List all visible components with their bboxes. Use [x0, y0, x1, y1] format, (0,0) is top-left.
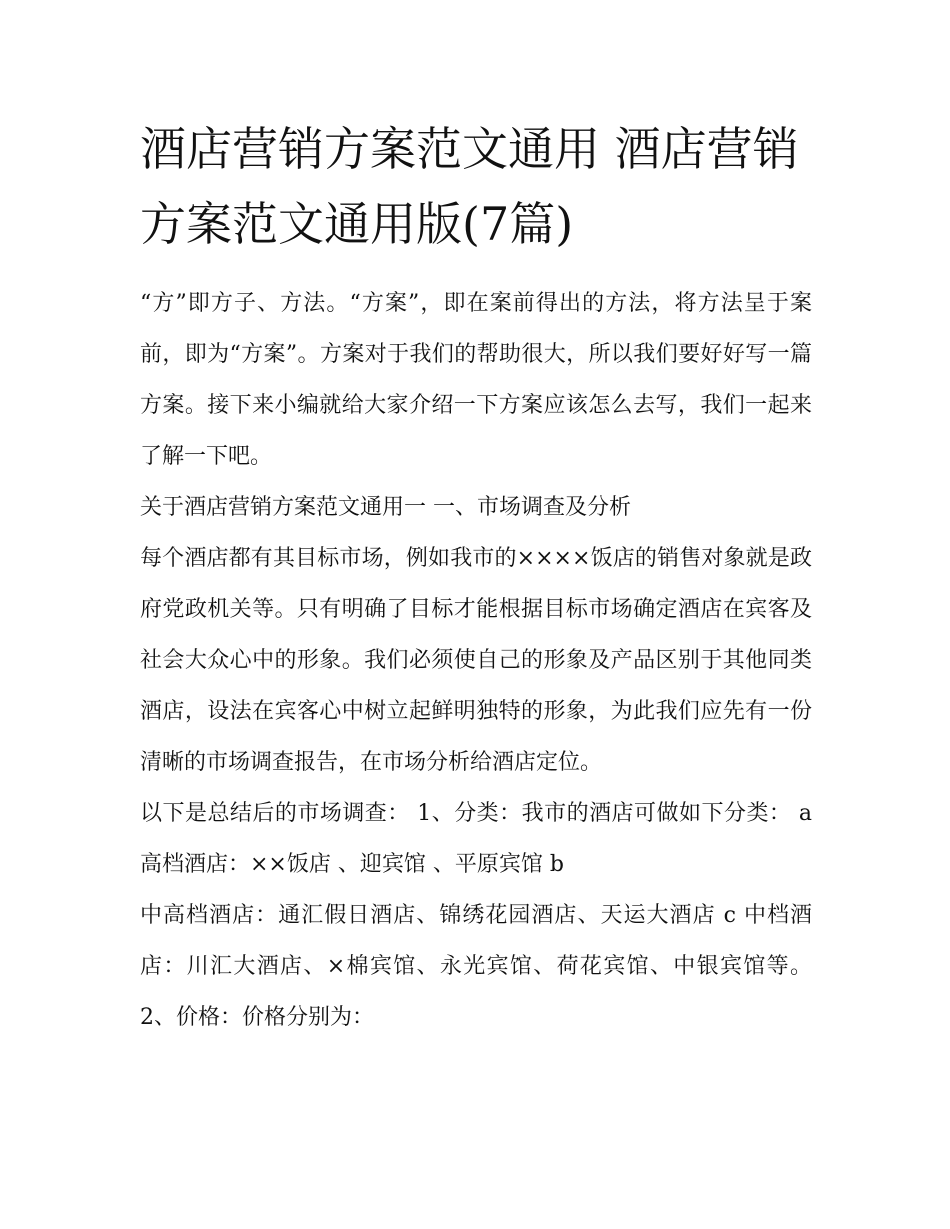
document-title: 酒店营销方案范文通用 酒店营销方案范文通用版(7篇): [140, 122, 799, 251]
section-heading: 关于酒店营销方案范文通用一 一、市场调查及分析: [140, 495, 631, 520]
market-analysis-paragraph: 每个酒店都有其目标市场，例如我市的××××饭店的销售对象就是政府党政机关等。只有明确了目标才能根据目标市场确定酒店在宾客及社会大众心中的形象。我们必须使自己的形象及产品区别于其他同类酒店，设法在宾客心中树立起鲜明独特的形象，为此我们应先有一份清晰的市场调查报告，在市场分析给酒店定位。: [140, 546, 812, 775]
document-body: [140, 112, 812, 1043]
hotel-categories-paragraph: 中高档酒店：通汇假日酒店、锦绣花园酒店、天运大酒店 c 中档酒店：川汇大酒店、×棉宾馆、永光宾馆、荷花宾馆、中银宾馆等。 2、价格：价格分别为：: [140, 903, 812, 1030]
market-survey-paragraph: 以下是总结后的市场调查： 1、分类：我市的酒店可做如下分类： a 高档酒店：××饭店 、迎宾馆 、平原宾馆 b: [140, 801, 812, 877]
intro-paragraph: “方”即方子、方法。“方案”，即在案前得出的方法，将方法呈于案前，即为“方案”。方案对于我们的帮助很大，所以我们要好好写一篇方案。接下来小编就给大家介绍一下方案应该怎么去写，我们一起来了解一下吧。: [140, 291, 812, 469]
